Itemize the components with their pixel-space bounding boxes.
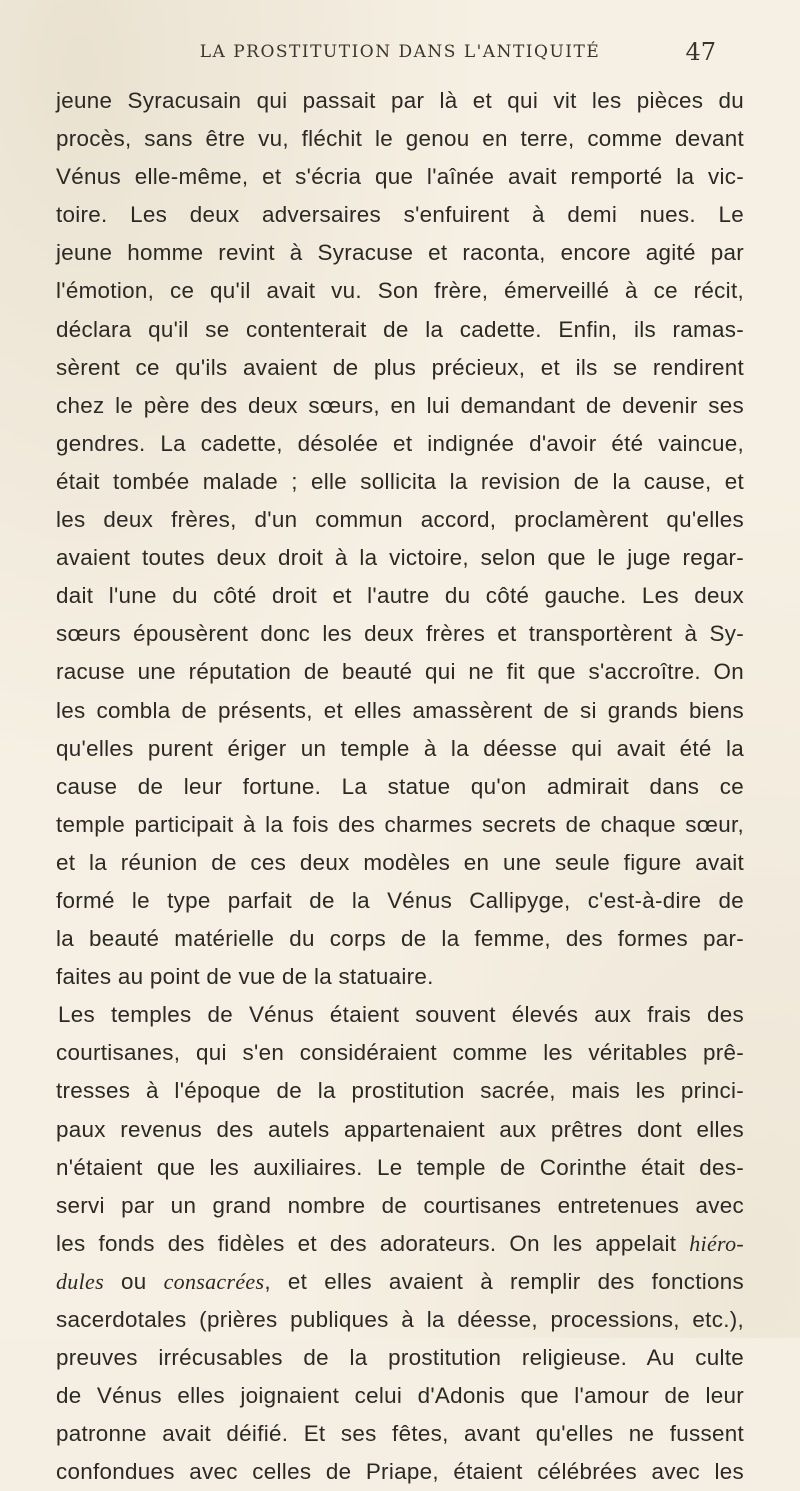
text-line-consacrees xyxy=(56,1263,744,1301)
text-line: les combla de présents, et elles amassèrent de si grands biens xyxy=(56,697,744,723)
text-line: jeune homme revint à Syracuse et raconta, encore agité par xyxy=(56,240,744,266)
text-line: déclara qu'il se contenterait de la cadette. Enfin, ils ramas- xyxy=(56,316,744,342)
text-line: sacerdotales (prières publiques à la déesse, processions, etc.), xyxy=(56,1307,744,1332)
text-line: cause de leur fortune. La statue qu'on admirait dans ce xyxy=(56,773,744,799)
text-line: n'étaient que les auxiliaires. Le temple de Corinthe était des- xyxy=(56,1154,744,1180)
text-line: et la réunion de ces deux modèles en une seule figure avait xyxy=(56,849,744,875)
text-line: qu'elles purent ériger un temple à la déesse qui avait été la xyxy=(56,735,744,761)
body-text xyxy=(56,82,744,1491)
running-head xyxy=(56,38,744,72)
text-segment: les fonds des fidèles et des adorateurs. On les appelait xyxy=(56,1230,690,1256)
text-line: sœurs épousèrent donc les deux frères et transportèrent à Sy- xyxy=(56,621,744,647)
text-line: la beauté matérielle du corps de la femme, des formes par- xyxy=(56,926,744,952)
paragraph-end-line: faites au point de vue de la statuaire. xyxy=(56,964,434,990)
text-line: courtisanes, qui s'en considéraient comme les véritables prê- xyxy=(56,1040,744,1066)
italic-term: hiéro- xyxy=(689,1230,744,1256)
text-line: confondues avec celles de Priape, étaient célébrées avec les xyxy=(56,1459,744,1485)
text-line: servi par un grand nombre de courtisanes entretenues avec xyxy=(56,1192,744,1218)
text-line: les deux frères, d'un commun accord, proclamèrent qu'elles xyxy=(56,507,744,533)
text-line: jeune Syracusain qui passait par là et qui vit les pièces du xyxy=(56,88,744,113)
text-line: Les temples de Vénus étaient souvent élevés aux frais des xyxy=(58,1002,744,1028)
text-line: tresses à l'époque de la prostitution sacrée, mais les princi- xyxy=(56,1078,744,1104)
text-line: racuse une réputation de beauté qui ne fit que s'accroître. On xyxy=(56,659,744,685)
text-line: paux revenus des autels appartenaient aux prêtres dont elles xyxy=(56,1116,744,1142)
text-line: de Vénus elles joignaient celui d'Adonis que l'amour de leur xyxy=(56,1383,744,1409)
italic-term: dules xyxy=(56,1268,104,1294)
text-segment: , et elles avaient à remplir des fonctions xyxy=(264,1268,745,1294)
text-line: sèrent ce qu'ils avaient de plus précieux, et ils se rendirent xyxy=(56,354,744,380)
text-line: chez le père des deux sœurs, en lui demandant de devenir ses xyxy=(56,392,744,418)
italic-term: consacrées xyxy=(163,1268,265,1294)
text-line: était tombée malade ; elle sollicita la revision de la cause, et xyxy=(56,468,744,494)
page-number: 47 xyxy=(685,38,716,66)
text-line: procès, sans être vu, fléchit le genou en terre, comme devant xyxy=(56,126,744,152)
text-line: avaient toutes deux droit à la victoire, selon que le juge regar- xyxy=(56,545,744,571)
text-line-hierodules xyxy=(56,1225,744,1263)
running-title: LA PROSTITUTION DANS L'ANTIQUITÉ xyxy=(199,42,601,62)
text-line: preuves irrécusables de la prostitution religieuse. Au culte xyxy=(56,1345,744,1371)
text-segment: ou xyxy=(103,1268,164,1294)
text-line: patronne avait déifié. Et ses fêtes, avant qu'elles ne fussent xyxy=(56,1421,744,1447)
text-line: l'émotion, ce qu'il avait vu. Son frère, émerveillé à ce récit, xyxy=(56,278,744,304)
text-line: toire. Les deux adversaires s'enfuirent à demi nues. Le xyxy=(56,202,744,228)
text-line: dait l'une du côté droit et l'autre du côté gauche. Les deux xyxy=(56,583,744,609)
text-line: Vénus elle-même, et s'écria que l'aînée avait remporté la vic- xyxy=(56,164,744,190)
text-line: temple participait à la fois des charmes secrets de chaque sœur, xyxy=(56,811,744,837)
text-line: formé le type parfait de la Vénus Callipyge, c'est-à-dire de xyxy=(56,887,744,913)
text-line: gendres. La cadette, désolée et indignée d'avoir été vaincue, xyxy=(56,430,744,456)
